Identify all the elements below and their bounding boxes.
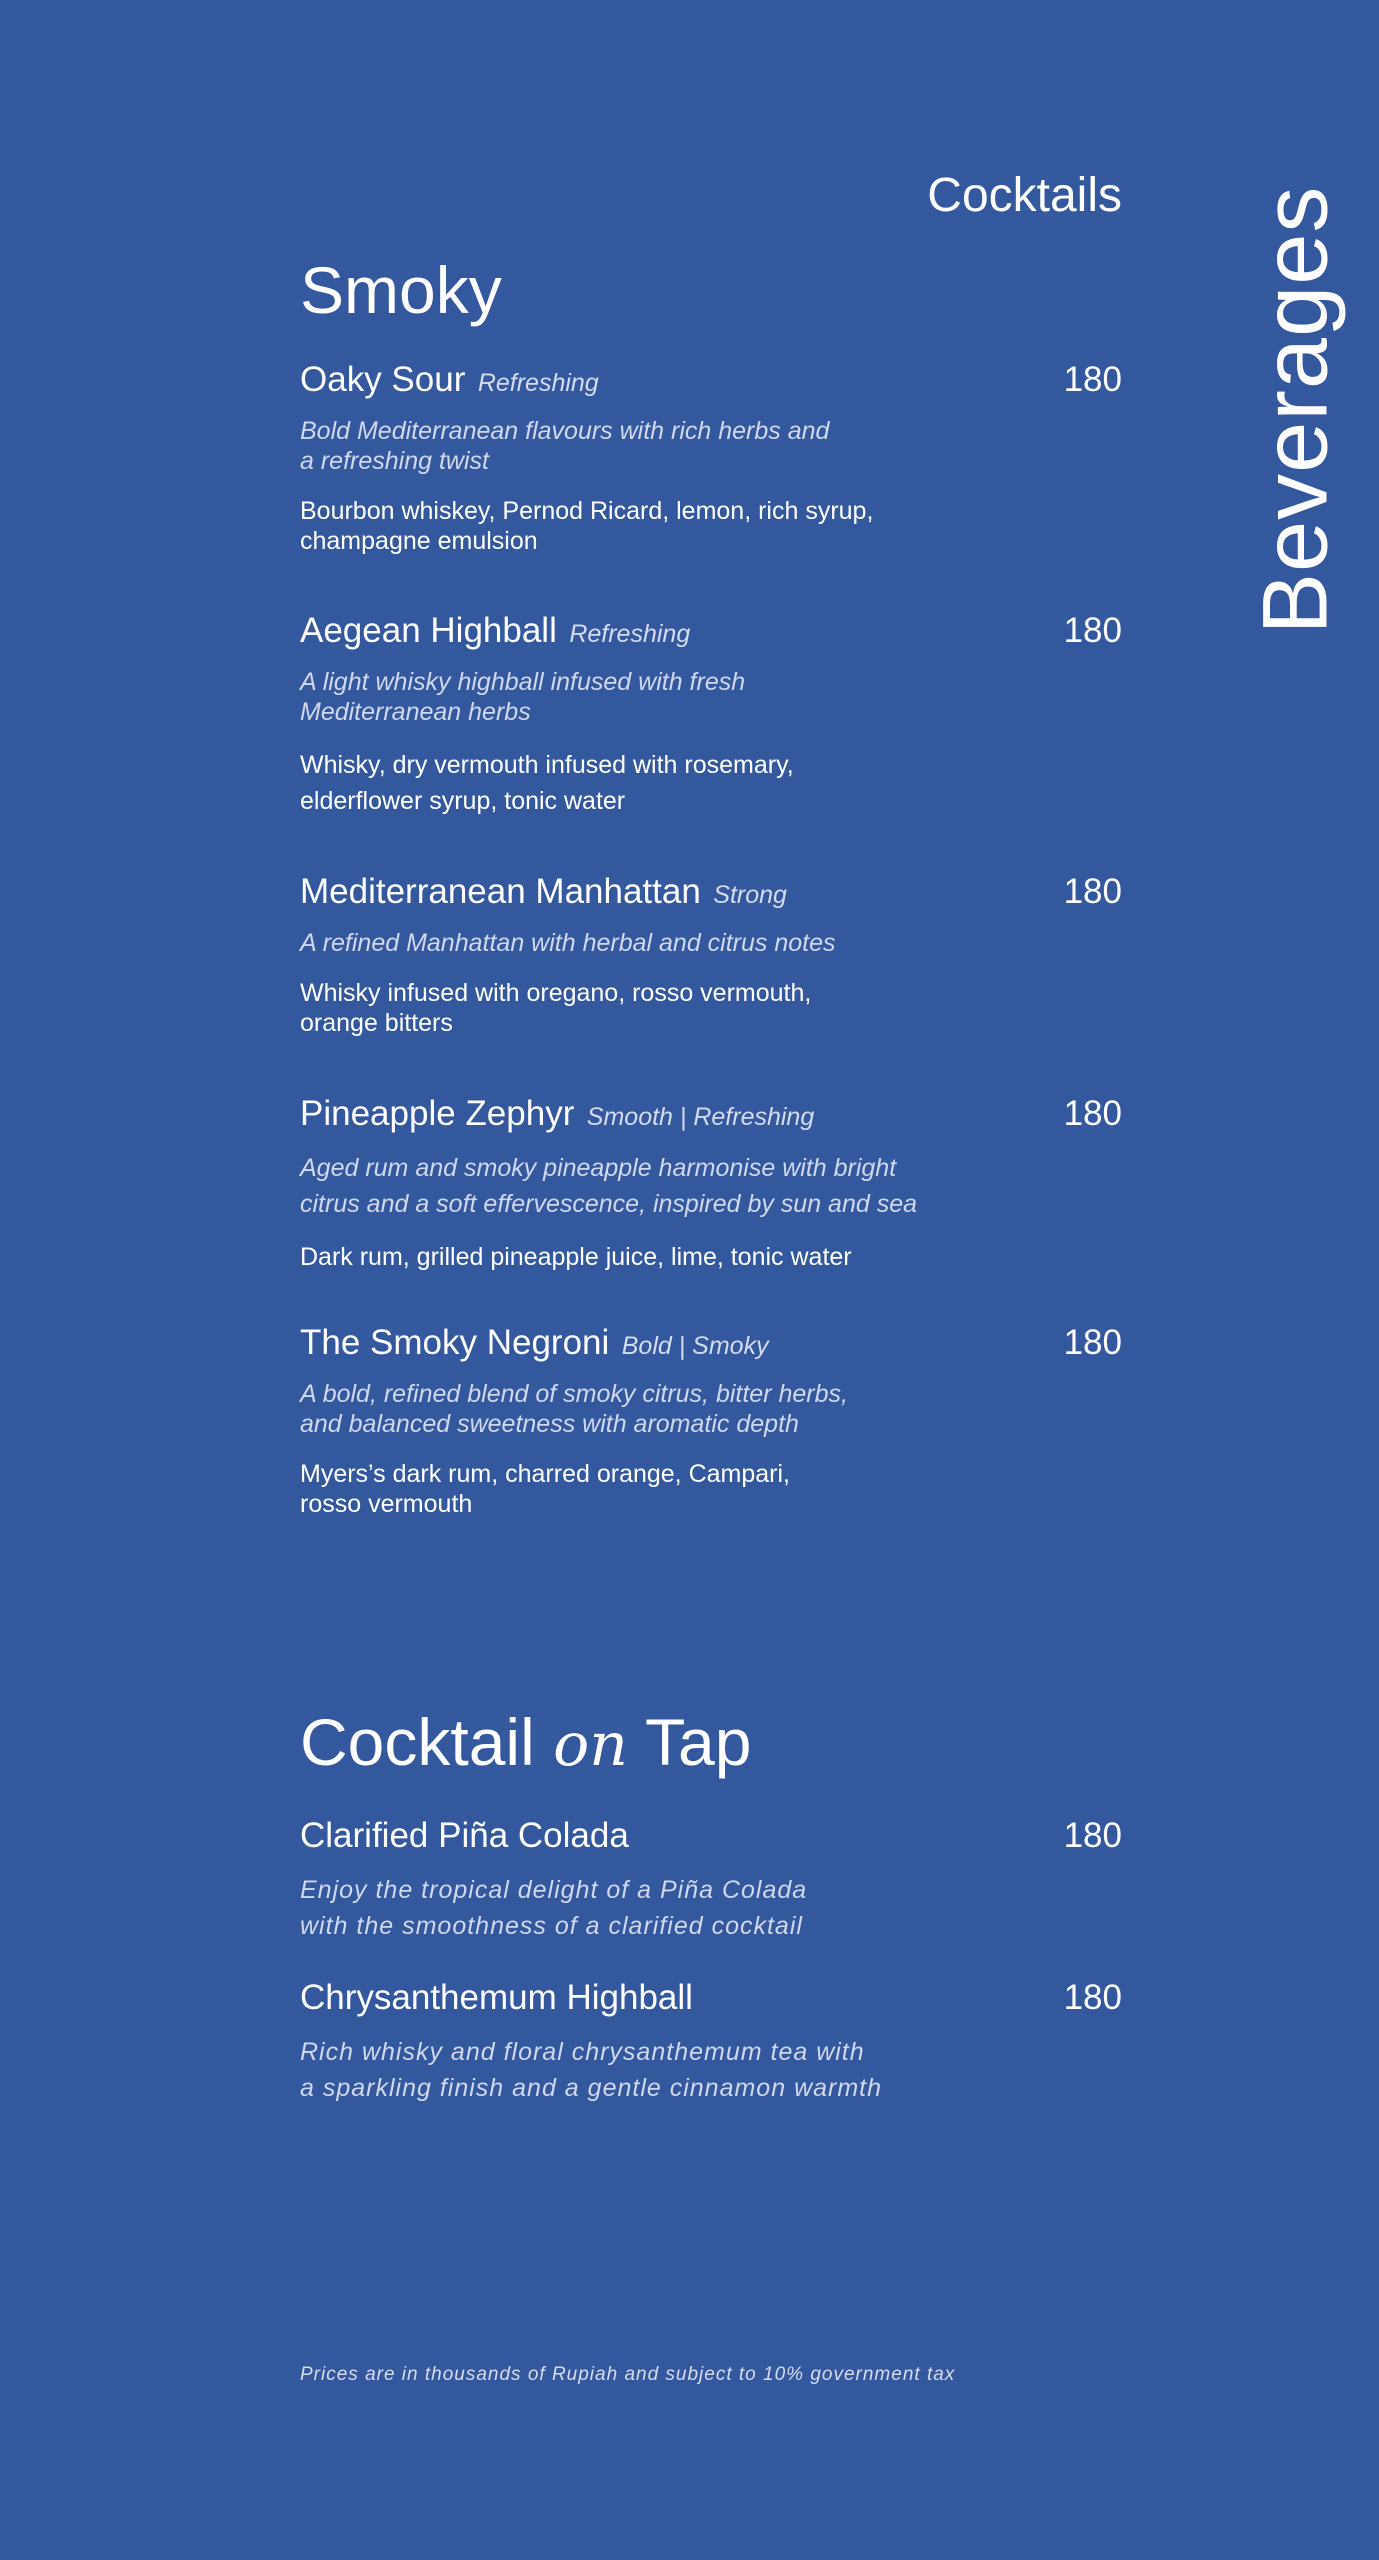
item-ingredients: Myers’s dark rum, charred orange, Campari, rosso vermouth: [300, 1460, 790, 1518]
item-price: 180: [1063, 1094, 1122, 1133]
menu-item: [300, 872, 1122, 1038]
item-ingredients: Whisky, dry vermouth infused with rosemary, elderflower syrup, tonic water: [300, 751, 794, 815]
item-price: 180: [1063, 611, 1122, 650]
section-heading-smoky: Smoky: [300, 253, 502, 327]
item-tags: Bold | Smoky: [621, 1332, 769, 1360]
item-name: Mediterranean Manhattan: [300, 872, 701, 911]
item-tags: Refreshing: [569, 620, 691, 648]
menu-item: [300, 1323, 1122, 1519]
item-price: 180: [1063, 1978, 1122, 2017]
item-ingredients: Bourbon whiskey, Pernod Ricard, lemon, rich syrup, champagne emulsion: [300, 497, 874, 555]
menu-item: [300, 360, 1122, 556]
item-price: 180: [1063, 1816, 1122, 1855]
heading-word: Cocktail: [300, 1705, 535, 1779]
item-tags: Refreshing: [477, 369, 599, 397]
item-description: Rich whisky and floral chrysanthemum tea with a sparkling finish and a gentle cinnamon warmth: [300, 2038, 883, 2102]
item-description: A bold, refined blend of smoky citrus, bitter herbs, and balanced sweetness with aromatic depth: [300, 1380, 848, 1438]
menu-item: [300, 611, 1122, 819]
menu-item: [300, 1094, 1122, 1272]
footer-note: Prices are in thousands of Rupiah and subject to 10% government tax: [300, 2364, 956, 2385]
heading-word: Tap: [645, 1705, 752, 1779]
side-title: [1226, 160, 1366, 660]
item-price: 180: [1063, 872, 1122, 911]
item-name: Pineapple Zephyr: [300, 1094, 575, 1133]
item-name: Clarified Piña Colada: [300, 1816, 629, 1855]
item-name: The Smoky Negroni: [300, 1323, 610, 1362]
item-price: 180: [1063, 360, 1122, 399]
item-description: Bold Mediterranean flavours with rich herbs and a refreshing twist: [300, 417, 830, 475]
item-description: A light whisky highball infused with fresh Mediterranean herbs: [300, 668, 746, 726]
item-ingredients: Whisky infused with oregano, rosso vermouth, orange bitters: [300, 979, 812, 1037]
item-tags: Strong: [713, 881, 787, 909]
item-price: 180: [1063, 1323, 1122, 1362]
category-label: Cocktails: [927, 169, 1122, 222]
item-name: Aegean Highball: [300, 611, 557, 650]
menu-item: [300, 1978, 1122, 2106]
item-description: Enjoy the tropical delight of a Piña Colada with the smoothness of a clarified cocktail: [300, 1876, 808, 1940]
section-heading-on-tap: [300, 1704, 751, 1780]
item-tags: Smooth | Refreshing: [586, 1103, 815, 1131]
item-description: Aged rum and smoky pineapple harmonise with bright citrus and a soft effervescence, inspired by sun and sea: [300, 1154, 918, 1218]
item-name: Oaky Sour: [300, 360, 466, 399]
item-name: Chrysanthemum Highball: [300, 1978, 693, 2017]
menu-item: [300, 1816, 1122, 1944]
heading-script-word: on: [553, 1710, 628, 1780]
side-title-text: Beverages: [1244, 185, 1347, 635]
item-ingredients: Dark rum, grilled pineapple juice, lime, tonic water: [300, 1243, 852, 1271]
item-description: A refined Manhattan with herbal and citrus notes: [300, 929, 836, 957]
